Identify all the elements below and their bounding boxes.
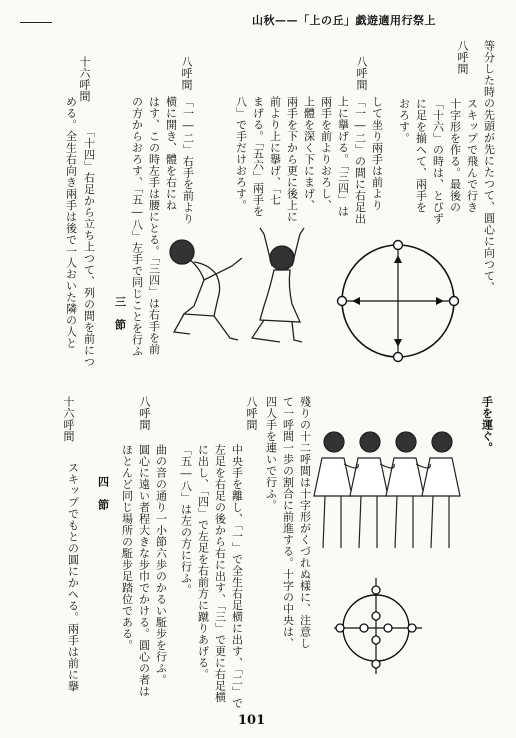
text-line: 左足を右足の後から右に出す、「三」で更に右足横 [213,444,227,703]
col5-label: 八呼間 [245,396,258,431]
text-line: める。全生右向き兩手は後で一人おいた隣の人と [64,96,78,349]
col6-label: 八呼間 [138,396,151,431]
page-number: 101 [238,713,266,728]
circle-formation-diagram [330,233,470,373]
text-line: 横に開き、體を右にね [164,96,178,211]
text-line: 「十六」の時は、とびず [431,98,445,225]
text-line: に出し、「四」で左足を右前方に蹴りあげる。 [196,444,210,680]
text-line: 四人手を連いで行ふ。 [264,396,278,511]
text-line: に足を揃へて、兩手を [414,98,428,213]
text-line: 等分した時の先頭が先にたつて、圓心に向つて、 [482,40,496,293]
text-line: まげる。「五六」兩手を [251,96,265,217]
text-line: 「十四」右足から立ち上つて、列の間を前につ [82,126,96,368]
standing-dancers-illustration [308,430,466,558]
text-line: 十字形を作る。最後の [448,98,462,213]
text-line: 上體を深く下にまげ、 [302,96,316,211]
text-line: 兩手を下から更に後上に [285,96,299,223]
col3-label: 八呼間 [180,56,193,91]
text-line: 「一―二」の間に右足出 [353,96,367,225]
running-header: 山秋——「上の丘」戯遊適用行祭上 [252,14,436,27]
text-line: 八」で手だけおろす。 [234,96,248,211]
text-line: 「一―二」右手を前より [181,96,195,225]
text-line: はす、この時左手は腰にとる。「三四」は右手を前 [147,96,161,355]
text-line: 中央手を離し、「一」で全生右足横に出す、「二」で [230,444,244,709]
text-line: て一呼間一歩の割合に前進する。十字の中央は、 [281,396,295,649]
text-line: の方からおろす、「五―八」左手で同じことを行ふ [130,96,144,357]
text-line: スキップでもとの圓にかへる。兩手は前に擧 [66,462,80,692]
text-line: 曲の音の通り一小節六歩のかるい駈步を行ふ。 [154,444,168,686]
header-rule [20,22,52,23]
text-line: 手を運ぐ。 [480,396,494,454]
text-line: ほとんど同じ場所の駈步足踏位である。 [120,444,134,651]
text-line: スキップで飛んで行き [465,98,479,213]
text-line: 殘りの十二呼間は十字形がくづれぬ樣に、注意し [298,396,312,649]
text-line: 前より上に擧げ、「七 [268,96,282,206]
kneeling-dancers-illustration [160,228,310,350]
text-line: 上に擧げる。「三四」は [336,96,350,217]
text-line: 兩手を前よりおろし、 [319,96,333,211]
section-heading: 四 節 [96,476,110,511]
text-line: して坐り兩手は前より [370,96,384,211]
section-heading: 三 節 [113,296,127,331]
text-line: おろす。 [397,98,411,144]
col1-label: 八呼間 [456,40,469,75]
col7-label: 十六呼間 [62,396,75,442]
col2-label: 八呼間 [355,56,368,91]
text-line: 「五―八」は左の方に行ふ。 [179,444,193,596]
col4-label: 十六呼間 [78,56,91,102]
text-line: 圓心に遠い者程大きな步巾でかける。圓心の者は [137,444,151,697]
cross-formation-diagram [330,568,430,678]
